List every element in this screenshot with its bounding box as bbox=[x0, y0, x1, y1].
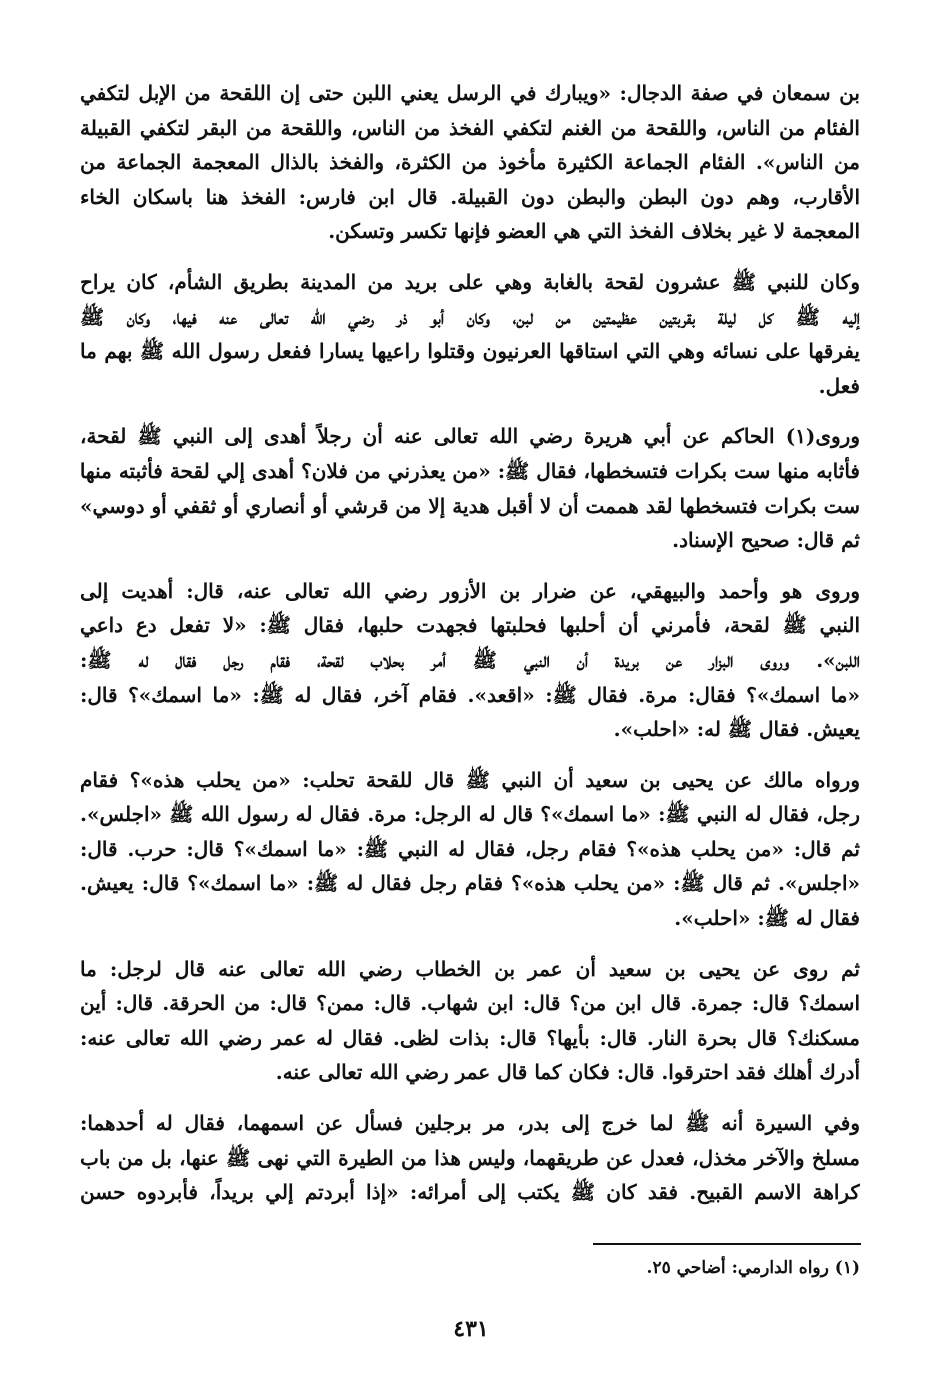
text-line: وروى(١) الحاكم عن أبي هريرة رضي الله تعالى عنه أن رجلاً أهدى إلى النبي ﷺ لقحة، bbox=[80, 424, 860, 449]
text-line: وكان للنبي ﷺ عشرون لقحة بالغابة وهي على بريد من المدينة بطريق الشأم، كان يراح bbox=[80, 269, 860, 294]
page-number: ٤٣١ bbox=[453, 1316, 489, 1342]
text-line: ثم قال: «من يحلب هذه»؟ فقام رجل، فقال له النبي ﷺ: «ما اسمك»؟ قال: حرب. قال: bbox=[80, 836, 860, 861]
footnote-divider bbox=[593, 1243, 861, 1245]
text-line: ورواه مالك عن يحيى بن سعيد أن النبي ﷺ قال للقحة تحلب: «من يحلب هذه»؟ فقام bbox=[80, 767, 860, 792]
text-line: كراهة الاسم القبيح. فقد كان ﷺ يكتب إلى أمرائه: «إذا أبردتم إلي بريداً، فأبردوه حسن bbox=[80, 1180, 860, 1205]
text-line: مسلخ والآخر مخذل، فعدل عن طريقهما، وليس هذا من الطيرة التي نهى ﷺ عنها، بل من باب bbox=[80, 1145, 860, 1170]
text-line: اسمك؟ قال: جمرة. قال ابن من؟ قال: ابن شهاب. قال: ممن؟ قال: من الحرقة. قال: أين bbox=[80, 991, 860, 1016]
text-line: بن سمعان في صفة الدجال: «ويبارك في الرسل يعني اللبن حتى إن اللقحة من الإبل لتكفي bbox=[80, 81, 860, 105]
paragraph bbox=[80, 952, 860, 1090]
text-line: ست بكرات فتسخطها لقد هممت أن لا أقبل هدية إلا من قرشي أو أنصاري أو ثقفي أو دوسي» bbox=[80, 493, 860, 518]
footnote: (١) رواه الدارمي: أضاحي ٢٥. bbox=[646, 1258, 860, 1278]
paragraph bbox=[80, 265, 860, 403]
text-line: النبي ﷺ لقحة، فأمرني أن أحلبها فحلبتها فجهدت حلبها، فقال ﷺ: «لا تفعل دع داعي bbox=[80, 613, 860, 638]
text-line: اللبن». وروى البزار عن بريدة أن النبي ﷺ أمر بحلاب لقحة، فقام رجل فقال له ﷺ: bbox=[80, 647, 860, 672]
text-line: فقال له ﷺ: «احلب». bbox=[674, 906, 860, 931]
text-line: من الناس». الفئام الجماعة الكثيرة مأخوذ من الكثرة، والفخذ بالذال المعجمة الجماعة من bbox=[80, 150, 860, 175]
text-line: ثم قال: صحيح الإسناد. bbox=[672, 528, 860, 553]
text-line: الأقارب، وهم دون البطن والبطن دون القبيلة. قال ابن فارس: الفخذ هنا باسكان الخاء bbox=[80, 184, 860, 209]
paragraph bbox=[80, 574, 860, 747]
text-line: فعل. bbox=[818, 373, 860, 398]
paragraph bbox=[80, 1106, 860, 1210]
text-line: «ما اسمك»؟ فقال: مرة. فقال ﷺ: «اقعد». فقام آخر، فقال له ﷺ: «ما اسمك»؟ قال: bbox=[80, 682, 860, 707]
text-line: وروى هو وأحمد والبيهقي، عن ضرار بن الأزور رضي الله تعالى عنه، قال: أهديت إلى bbox=[80, 578, 860, 603]
text-line: «اجلس». ثم قال ﷺ: «من يحلب هذه»؟ فقام رجل فقال له ﷺ: «ما اسمك»؟ قال: يعيش. bbox=[80, 871, 860, 896]
paragraph bbox=[80, 76, 860, 249]
paragraph bbox=[80, 419, 860, 557]
text-line: فأثابه منها ست بكرات فتسخطها، فقال ﷺ: «من يعذرني من فلان؟ أهدى إلي لقحة فأثبته منها bbox=[80, 458, 860, 483]
main-text bbox=[80, 76, 860, 1226]
text-line: ثم روى عن يحيى بن سعيد أن عمر بن الخطاب رضي الله تعالى عنه قال لرجل: ما bbox=[80, 956, 860, 981]
text-line: يفرقها على نسائه وهي التي استاقها العرنيون وقتلوا راعيها يسارا ففعل رسول الله ﷺ بهم ما bbox=[80, 339, 860, 364]
text-line: مسكنك؟ قال بحرة النار. قال: بأيها؟ قال: بذات لظى. فقال له عمر رضي الله تعالى عنه: bbox=[80, 1025, 860, 1050]
text-line: يعيش. فقال ﷺ له: «احلب». bbox=[613, 717, 860, 742]
text-line: وفي السيرة أنه ﷺ لما خرج إلى بدر، مر برجلين فسأل عن اسمهما، فقال له أحدهما: bbox=[80, 1111, 860, 1136]
text-line: الفئام من الناس، واللقحة من الغنم لتكفي الفخذ من الناس، واللقحة من البقر لتكفي القبيلة bbox=[80, 115, 860, 140]
text-line: أدرك أهلك فقد احترقوا. قال: فكان كما قال عمر رضي الله تعالى عنه. bbox=[275, 1060, 860, 1085]
text-line: إليه ﷺ كل ليلة بقربتين عظيمتين من لبن، وكان أبو ذر رضي الله تعالى عنه فيها، وكان ﷺ bbox=[80, 304, 860, 329]
paragraph bbox=[80, 763, 860, 936]
text-line: رجل، فقال له النبي ﷺ: «ما اسمك»؟ قال له الرجل: مرة. فقال له رسول الله ﷺ «اجلس». bbox=[80, 802, 860, 827]
text-line: المعجمة لا غير بخلاف الفخذ التي هي العضو فإنها تكسر وتسكن. bbox=[328, 219, 860, 244]
